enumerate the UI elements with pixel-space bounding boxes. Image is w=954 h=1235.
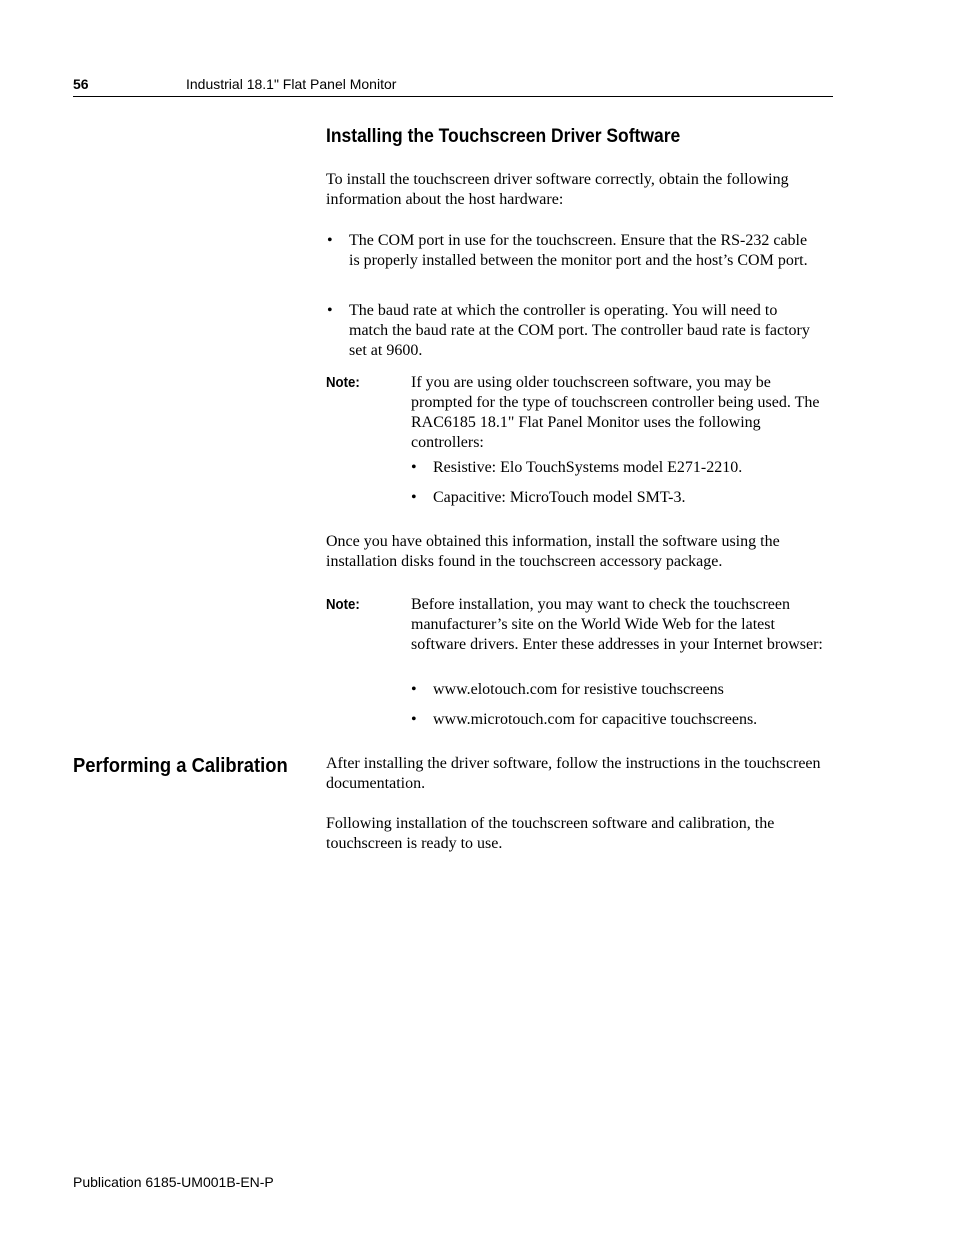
page-header — [73, 76, 833, 97]
list-item-text: The baud rate at which the controller is operating. You will need to match the baud rate at the COM port. The controller baud rate is factory set at 9600. — [349, 302, 810, 359]
intro-paragraph: To install the touchscreen driver software correctly, obtain the following information about the host hardware: — [326, 171, 789, 208]
bullet-icon: • — [411, 711, 417, 728]
bullet-icon: • — [327, 232, 333, 249]
list-item-text: Resistive: Elo TouchSystems model E271-2210. — [433, 459, 743, 476]
calibration-paragraph: After installing the driver software, follow the instructions in the touchscreen documentation. — [326, 755, 821, 792]
bullet-icon: • — [327, 302, 333, 319]
note-label: Note: — [326, 374, 360, 391]
bullet-icon: • — [411, 459, 417, 476]
list-item-text: The COM port in use for the touchscreen. Ensure that the RS-232 cable is properly installed between the monitor port and the host’s COM port. — [349, 232, 808, 269]
section-heading-installing-driver: Installing the Touchscreen Driver Software — [326, 126, 681, 147]
publication-footer: Publication 6185-UM001B-EN-P — [73, 1174, 274, 1190]
page-number: 56 — [73, 76, 89, 92]
list-item-text: www.microtouch.com for capacitive touchscreens. — [433, 711, 758, 728]
section-heading-calibration: Performing a Calibration — [73, 755, 288, 777]
note-text: Before installation, you may want to check the touchscreen manufacturer’s site on the World Wide Web for the latest software drivers. Enter these addresses in your Internet browser: — [411, 596, 823, 653]
install-paragraph: Once you have obtained this information, install the software using the installation disks found in the touchscreen accessory package. — [326, 533, 780, 570]
running-title: Industrial 18.1" Flat Panel Monitor — [186, 76, 397, 92]
list-item-text: www.elotouch.com for resistive touchscreens — [433, 681, 724, 698]
ready-paragraph: Following installation of the touchscreen software and calibration, the touchscreen is ready to use. — [326, 815, 775, 852]
bullet-icon: • — [411, 489, 417, 506]
list-item-text: Capacitive: MicroTouch model SMT-3. — [433, 489, 686, 506]
note-label: Note: — [326, 596, 360, 613]
note-text: If you are using older touchscreen software, you may be prompted for the type of touchscreen controller being used. The RAC6185 18.1" Flat Panel Monitor uses the following controllers: — [411, 374, 820, 451]
bullet-icon: • — [411, 681, 417, 698]
